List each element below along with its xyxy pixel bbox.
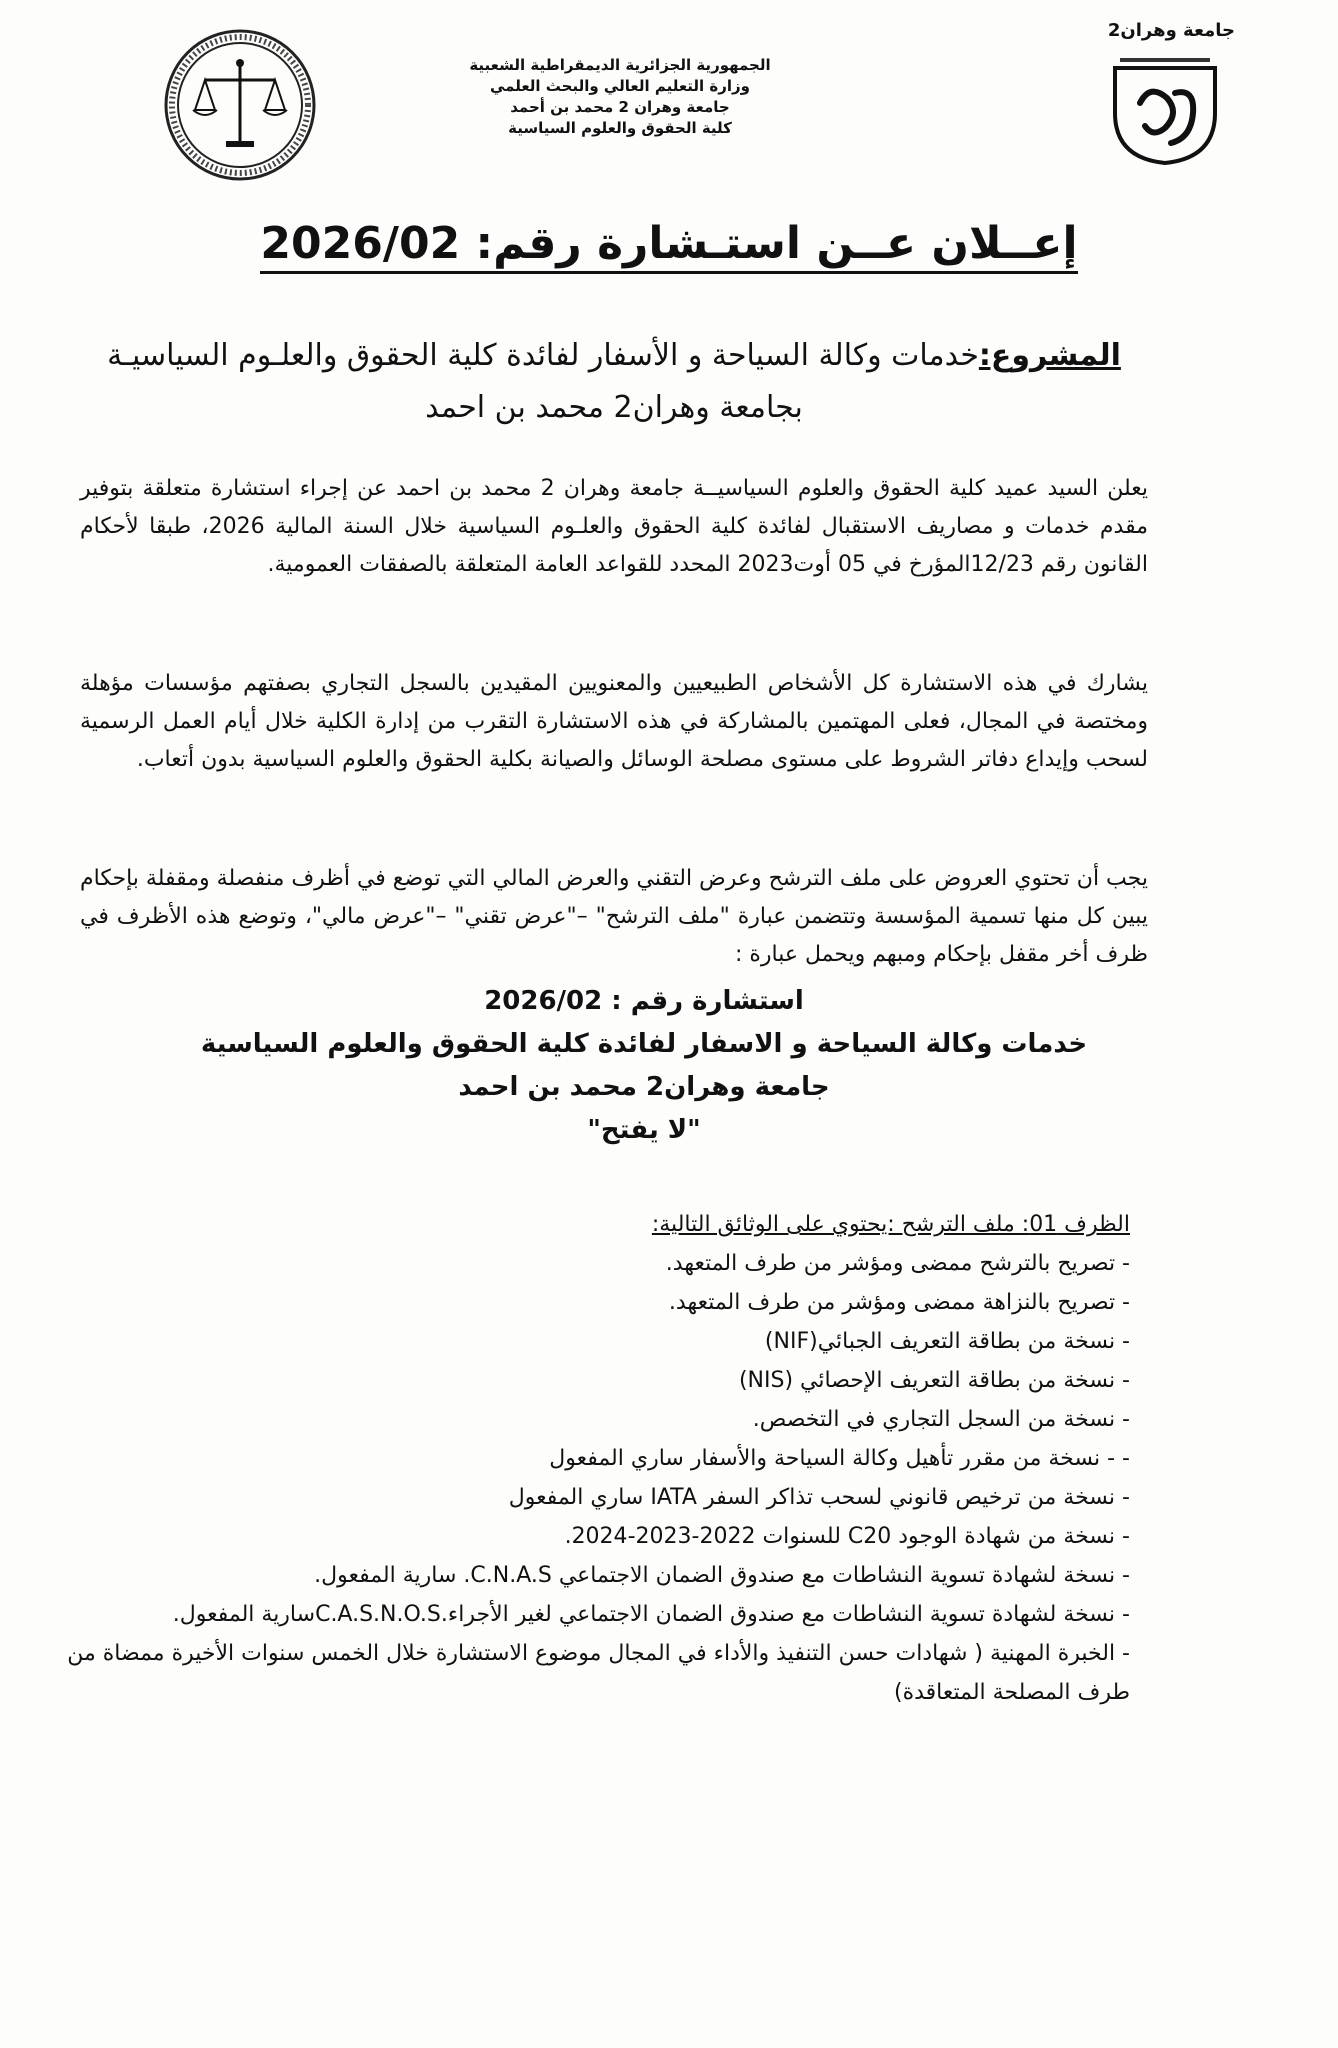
envelope-university: جامعة وهران2 محمد بن احمد: [458, 1072, 830, 1102]
offers-paragraph: يجب أن تحتوي العروض على ملف الترشح وعرض التقني والعرض المالي التي توضع في أظرف منفصلة ومقفلة بإحكام يبين كل منها تسمية المؤسسة وتتضمن عبارة "ملف الترشح" –"عرض تقني" –"عرض مالي"، وتوضع هذه الأظرف في ظرف أخر مقفل بإحكام ومبهم ويحمل عبارة :: [80, 866, 1148, 967]
project-text: خدمات وكالة السياحة و الأسفار لفائدة كلية الحقوق والعلـوم السياسيـة بجامعة وهران2 محمد بن احمد: [107, 338, 979, 425]
list-item: - نسخة من ترخيص قانوني لسحب تذاكر السفر IATA ساري المفعول: [508, 1485, 1130, 1510]
list-item: - نسخة من بطاقة التعريف الجبائي(NIF): [764, 1329, 1130, 1354]
header-republic: الجمهورية الجزائرية الديمقراطية الشعبية: [469, 56, 771, 74]
list-item: - تصريح بالترشح ممضى ومؤشر من طرف المتعهد.: [665, 1251, 1130, 1276]
scales-of-justice-icon: [160, 25, 320, 185]
documents-list: [60, 1244, 1130, 1712]
project-section: [100, 330, 1128, 434]
participation-paragraph: يشارك في هذه الاستشارة كل الأشخاص الطبيعيين والمعنويين المقيدين بالسجل التجاري بصفتهم مؤسسات مؤهلة ومختصة في المجال، فعلى المهتمين بالمشاركة في هذه الاستشارة التقرب من إدارة الكلية خلال أيام العمل الرسمية لسحب وإيداع دفاتر الشروط على مستوى مصلحة الوسائل والصيانة بكلية الحقوق والعلوم السياسية بدون أتعاب.: [80, 671, 1148, 772]
list-item: - الخبرة المهنية ( شهادات حسن التنفيذ والأداء في المجال موضوع الاستشارة خلال الخمس سنوات الأخيرة ممضاة من طرف المصلحة المتعاقدة): [67, 1641, 1130, 1705]
document-title-text: إعــلان عــن استـشارة رقم: 2026/02: [260, 218, 1077, 274]
list-item: - تصريح بالنزاهة ممضى ومؤشر من طرف المتعهد.: [668, 1290, 1130, 1315]
list-item: - نسخة من السجل التجاري في التخصص.: [752, 1407, 1130, 1432]
list-item: - نسخة لشهادة تسوية النشاطات مع صندوق الضمان الاجتماعي لغير الأجراء.C.A.S.N.O.Sسارية المفعول.: [172, 1602, 1130, 1627]
university-emblem-icon: [1105, 58, 1225, 168]
faculty-seal-logo: [160, 25, 320, 185]
list-item: - نسخة من بطاقة التعريف الإحصائي (NIS): [738, 1368, 1130, 1393]
university-brand: جامعة وهران2: [1107, 20, 1235, 41]
envelope-do-not-open: "لا يفتح": [587, 1115, 701, 1145]
header-faculty: كلية الحقوق والعلوم السياسية: [508, 119, 732, 137]
announcement-paragraph: يعلن السيد عميد كلية الحقوق والعلوم السياسيــة جامعة وهران 2 محمد بن احمد عن إجراء استشارة متعلقة بتوفير مقدم خدمات و مصاريف الاستقبال لفائدة كلية الحقوق والعلـوم السياسية خلال السنة المالية 2026، طبقا لأحكام القانون رقم 12/23المؤرخ في 05 أوت2023 المحدد للقواعد العامة المتعلقة بالصفقات العمومية.: [80, 476, 1149, 577]
project-label: المشروع:: [978, 338, 1121, 373]
list-item: - نسخة من شهادة الوجود C20 للسنوات 2022-2023-2024.: [564, 1524, 1130, 1549]
document-title: [0, 218, 1338, 269]
envelope-service: خدمات وكالة السياحة و الاسفار لفائدة كلية الحقوق والعلوم السياسية: [200, 1029, 1088, 1059]
university-logo: [1095, 18, 1235, 168]
envelope-inscription: [100, 980, 1188, 1152]
list-item: - - نسخة من مقرر تأهيل وكالة السياحة والأسفار ساري المفعول: [549, 1446, 1130, 1471]
list-item: - نسخة لشهادة تسوية النشاطات مع صندوق الضمان الاجتماعي C.N.A.S. سارية المفعول.: [314, 1563, 1130, 1588]
documents-heading: الظرف 01: ملف الترشح :يحتوي على الوثائق التالية:: [651, 1212, 1130, 1237]
header-ministry: وزارة التعليم العالي والبحث العلمي: [489, 77, 751, 95]
envelope-consultation-number: استشارة رقم : 2026/02: [484, 986, 804, 1016]
official-header: [420, 55, 820, 139]
header-university: جامعة وهران 2 محمد بن أحمد: [510, 98, 730, 116]
required-documents: [60, 1205, 1130, 1712]
